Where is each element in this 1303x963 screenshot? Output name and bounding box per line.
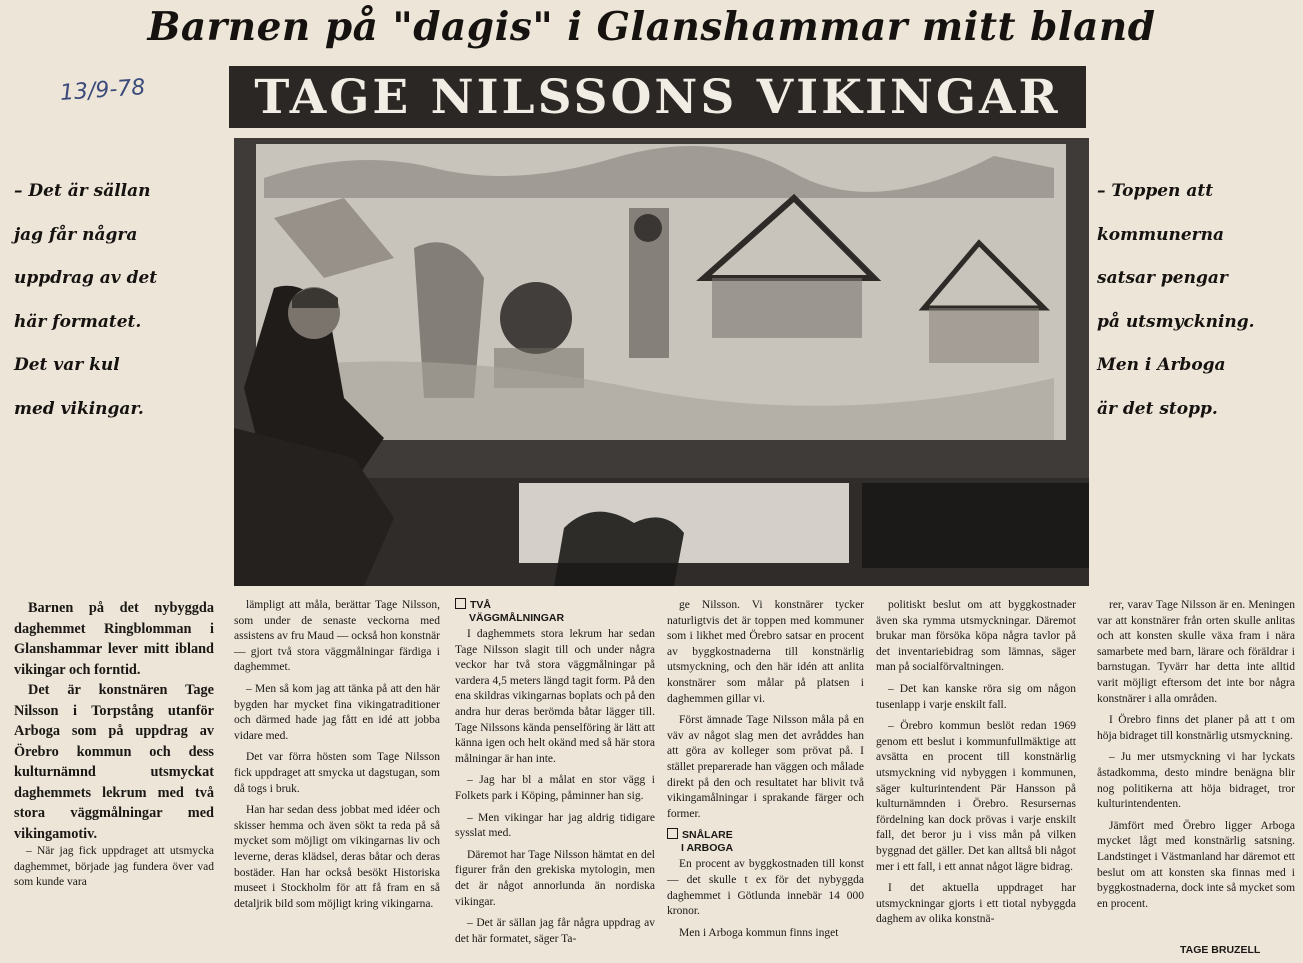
- main-headline: [229, 66, 1086, 128]
- pullquote-left: [14, 170, 224, 431]
- body-paragraph: rer, varav Tage Nilsson är en. Meningen var att konstnärer från orten skulle anlitas och att konsten skulle växa fram i nära samarbete med barn, lärare och föräldrar i barnstugan. Tyvärr har detta inte alltid varit möjligt eftersom det inte bor några konstnärer i alla områden.: [1097, 599, 1295, 705]
- body-paragraph: Däremot har Tage Nilsson hämtat en del figurer från den grekiska mytologin, men det är något annorlunda än nordiska vikingar.: [455, 848, 655, 908]
- article-column-6: [1097, 598, 1295, 918]
- pullquote-line: uppdrag av det: [14, 268, 158, 288]
- main-headline-text: TAGE NILSSONS VIKINGAR: [254, 69, 1061, 125]
- mural-photo-illustration: [234, 138, 1089, 586]
- subheading: [667, 828, 864, 855]
- kicker-headline: Barnen på "dagis" i Glanshammar mitt bland: [147, 4, 1156, 50]
- pullquote-line: Det var kul: [14, 355, 120, 375]
- handwritten-date: 13/9-78: [59, 75, 147, 106]
- body-paragraph: – När jag fick uppdraget att utsmycka daghemmet, började jag fundera över vad som kunde vara: [14, 845, 214, 889]
- lede-paragraph: Det är konstnären Tage Nilsson i Torpstång utanför Arboga som på uppdrag av Örebro kommun och dess kulturnämnd utsmyckat daghemmets lekrum med två stora väggmålningar med vikingamotiv.: [14, 682, 214, 842]
- checkbox-icon: [667, 828, 678, 839]
- pullquote-line: Men i Arboga: [1097, 355, 1226, 375]
- body-paragraph: Det var förra hösten som Tage Nilsson fick uppdraget att smycka ut dagstugan, som då togs i bruk.: [234, 751, 440, 795]
- body-paragraph: Först ämnade Tage Nilsson måla på en väv av något slag men det avråddes han att göra av kolleger som prövat på. I stället preparerade han väggen och målade direkt på den och resultatet har blivit två vikingamålningar i sprakande färger och former.: [667, 714, 864, 820]
- body-paragraph: I Örebro finns det planer på att t om höja bidraget till konstnärlig utsmyckning.: [1097, 714, 1295, 742]
- article-column-3: [455, 598, 655, 953]
- pullquote-line: satsar pengar: [1097, 268, 1228, 288]
- body-paragraph: – Örebro kommun beslöt redan 1969 genom ett beslut i kommunfullmäktige att avsätta en procent till konstnärlig utsmyckning vid nybyggen i kommunen, säger kulturintendent Pär Hansson på kulturnämnden i Örebro. Resursernas fördelning kan dock prövas i varje enskilt fall, det beror ju i viss mån på vilken byggnad det gäller. Det kan alltså bli något mer i ett fall, i ett annat något lägre bidrag.: [876, 720, 1076, 873]
- pullquote-line: är det stopp.: [1097, 398, 1218, 419]
- pullquote-line: – Det är sällan: [14, 181, 151, 201]
- article-column-5: [876, 598, 1076, 934]
- body-paragraph: Jämfört med Örebro ligger Arboga mycket lågt med konstnärlig satsning. Landstinget i Västmanland har däremot ett beslut om att konsten ska finnas med i byggkostnaderna, dock inte så mycket som en procent.: [1097, 819, 1296, 910]
- byline: TAGE BRUZELL: [1180, 944, 1261, 956]
- mural-photo: [234, 138, 1089, 586]
- body-paragraph: I daghemmets stora lekrum har sedan Tage Nilsson slagit till och under några veckor har två stora väggmålningar på vardera 4,5 meters längd tagit form. På den ena skildras vikingarnas boplats och på den andra hur deras berömda båtar lägger till. Tage Nilssons kända penselföring är lätt att känna igen och helt okänd med så här stora målningar är han inte.: [455, 628, 655, 765]
- subheading-line: SNÅLARE: [682, 829, 733, 842]
- body-paragraph: – Det kan kanske röra sig om någon tusenlapp i varje enskilt fall.: [876, 682, 1076, 711]
- checkbox-icon: [455, 598, 466, 609]
- pullquote-line: – Toppen att: [1097, 181, 1214, 201]
- body-paragraph: – Men så kom jag att tänka på att den här bygden har mycket fina vikingatraditioner och därmed hade jag fått en idé att jobba vidare med.: [234, 682, 440, 742]
- body-paragraph: – Det är sällan jag får några uppdrag av det här formatet, säger Ta-: [455, 917, 655, 945]
- subheading-line: I ARBOGA: [681, 842, 734, 855]
- body-paragraph: Men i Arboga kommun finns inget: [679, 926, 839, 939]
- article-column-1: [14, 598, 214, 897]
- pullquote-line: här formatet.: [14, 311, 142, 332]
- pullquote-line: med vikingar.: [14, 398, 144, 419]
- lede-paragraph: Barnen på det nybyggda daghemmet Ringblomman i Glanshammar lever mitt ibland vikingar och forntid.: [14, 600, 214, 678]
- body-paragraph: lämpligt att måla, berättar Tage Nilsson, som under de senaste veckorna med assistens av fru Maud — också hon konstnär — gjort två stora väggmålningar färdiga i daghemmet.: [234, 599, 441, 674]
- pullquote-right: [1097, 170, 1297, 431]
- subheading-line: TVÅ: [470, 599, 491, 611]
- body-paragraph: – Jag har bl a målat en stor vägg i Folkets park i Köping, påminner han sig.: [455, 774, 655, 802]
- subheading: [455, 598, 655, 625]
- body-paragraph: I det aktuella uppdraget har utsmyckningar gjorts i ett tiotal nybyggda daghem av olika konstnä-: [876, 882, 1076, 926]
- body-paragraph: politiskt beslut om att byggkostnader även ska rymma utsmyckningar. Däremot brukar man försöka köpa några tavlor på det inventariebidrag som lämnas, säger man på socialförvaltningen.: [876, 599, 1076, 674]
- article-column-4: [667, 598, 864, 947]
- body-paragraph: – Ju mer utsmyckning vi har lyckats åstadkomma, desto mindre benägna blir nog politikerna att höja bidraget, tror kulturintendenten.: [1097, 751, 1295, 811]
- body-paragraph: – Men vikingar har jag aldrig tidigare sysslat med.: [455, 811, 655, 840]
- subheading-line: VÄGGMÅLNINGAR: [469, 612, 565, 624]
- pullquote-line: jag får några: [14, 224, 138, 245]
- body-paragraph: Han har sedan dess jobbat med idéer och skisser hemma och även sökt ta reda på så mycket som möjligt om vikingarnas liv och leverne, deras klädsel, deras båtar och deras bostäder. Han har också besökt Historiska museet i Stockholm för att få fram en så detaljrik bild som möjligt kring vikingarna.: [234, 804, 440, 910]
- body-paragraph: ge Nilsson. Vi konstnärer tycker naturligtvis det är toppen med kommuner som i likhet med Örebro satsar en procent av byggkostnaderna till konstnärlig utsmyckning, och den här idén att anlita konstnärer som målar på platsen i daghemmen gillar vi.: [667, 599, 864, 705]
- article-column-2: [234, 598, 440, 918]
- body-paragraph: En procent av byggkostnaden till konst — det skulle t ex för det nybyggda daghemmet i Götlunda innebär 14 000 kronor.: [667, 858, 864, 918]
- pullquote-line: kommunerna: [1097, 224, 1224, 245]
- pullquote-line: på utsmyckning.: [1097, 311, 1255, 332]
